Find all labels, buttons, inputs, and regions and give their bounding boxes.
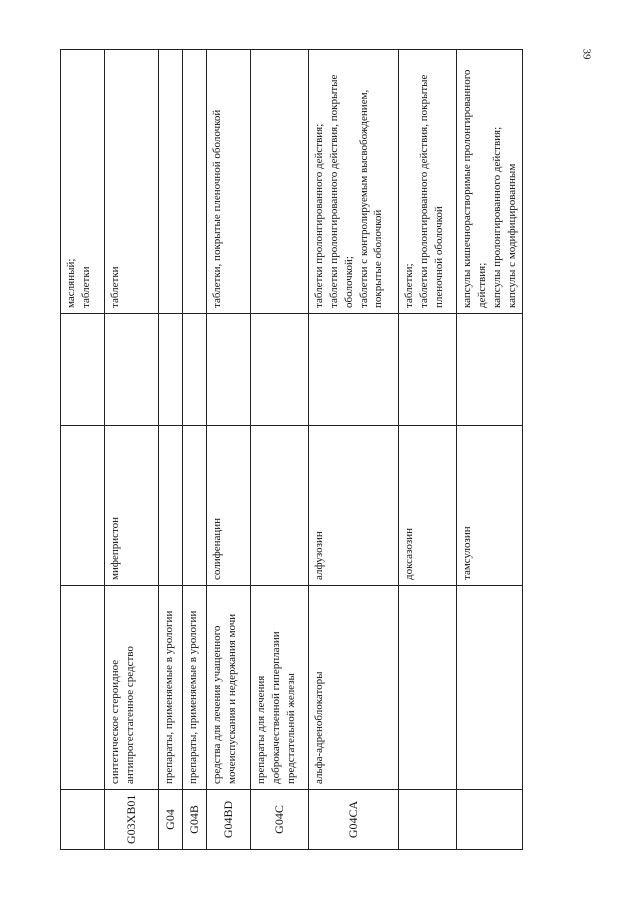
atc-code-cell: [399, 790, 457, 850]
substance-cell: мифепристон: [105, 426, 159, 586]
empty-cell: [207, 314, 251, 426]
table-row: [251, 50, 309, 850]
atc-code-cell: G03XB01: [105, 790, 159, 850]
table-row: [309, 50, 399, 850]
group-cell: средства для лечения учащенного мочеиспускания и недержания мочи: [207, 586, 251, 790]
group-cell: [399, 586, 457, 790]
atc-code-cell: G04CA: [309, 790, 399, 850]
empty-cell: [309, 314, 399, 426]
atc-code-cell: G04BD: [207, 790, 251, 850]
dosage-form-line: таблетки: [79, 266, 92, 308]
substance-cell: [61, 426, 105, 586]
table-row: [399, 50, 457, 850]
table-row: [105, 50, 159, 850]
atc-code-cell: [61, 790, 105, 850]
empty-cell: [457, 314, 523, 426]
dosage-form-line: таблетки;: [403, 263, 415, 308]
empty-cell: [399, 314, 457, 426]
atc-code-cell: G04: [159, 790, 183, 850]
dosage-forms-cell: [105, 50, 159, 314]
dosage-form-line: таблетки пролонгированного действия, покрытые пленочной оболочкой: [417, 74, 445, 308]
dosage-forms-cell: [61, 50, 105, 314]
dosage-form-line: капсулы с модифицированным: [505, 163, 518, 308]
dosage-form-line: капсулы пролонгированного действия;: [490, 126, 503, 308]
group-cell: препараты для лечения доброкачественной гиперплазии предстательной железы: [251, 586, 309, 790]
substance-cell: тамсулозин: [457, 426, 523, 586]
page-number: 39: [580, 48, 593, 60]
table-row: [159, 50, 183, 850]
substance-cell: [159, 426, 183, 586]
empty-cell: [61, 314, 105, 426]
substance-cell: солифенацин: [207, 426, 251, 586]
dosage-forms-cell: [251, 50, 309, 314]
empty-cell: [251, 314, 309, 426]
dosage-forms-cell: [207, 50, 251, 314]
table-row: [183, 50, 207, 850]
atc-code-cell: [457, 790, 523, 850]
substance-cell: [183, 426, 207, 586]
atc-code-cell: G04C: [251, 790, 309, 850]
dosage-form-line: таблетки: [109, 266, 121, 308]
empty-cell: [183, 314, 207, 426]
substance-cell: [251, 426, 309, 586]
substance-cell: алфузозин: [309, 426, 399, 586]
dosage-form-line: капсулы кишечнорастворимые пролонгированного действия;: [461, 69, 488, 308]
dosage-form-line: таблетки пролонгированного действия;: [313, 123, 325, 308]
dosage-form-line: таблетки с контролируемым высвобождением, покрытые оболочкой: [357, 89, 385, 308]
dosage-form-line: таблетки, покрытые пленочной оболочкой: [211, 109, 223, 308]
dosage-forms-cell: [159, 50, 183, 314]
dosage-forms-cell: [183, 50, 207, 314]
drug-table: [60, 49, 523, 850]
group-cell: синтетическое стероидное антипрогестагенное средство: [105, 586, 159, 790]
empty-cell: [159, 314, 183, 426]
substance-cell: доксазозин: [399, 426, 457, 586]
group-cell: препараты, применяемые в урологии: [159, 586, 183, 790]
group-cell: альфа-адреноблокаторы: [309, 586, 399, 790]
table-row: [457, 50, 523, 850]
dosage-forms-cell: [457, 50, 523, 314]
group-cell: [61, 586, 105, 790]
dosage-form-line: таблетки пролонгированного действия, покрытые оболочкой;: [327, 74, 355, 308]
atc-code-cell: G04B: [183, 790, 207, 850]
dosage-forms-cell: [399, 50, 457, 314]
table-row: [61, 50, 105, 850]
table-row: [207, 50, 251, 850]
rotated-table: [60, 50, 568, 850]
table-container: [60, 50, 640, 844]
dosage-form-line: масляный;: [65, 258, 77, 308]
dosage-forms-cell: [309, 50, 399, 314]
group-cell: [457, 586, 523, 790]
group-cell: препараты, применяемые в урологии: [183, 586, 207, 790]
empty-cell: [105, 314, 159, 426]
